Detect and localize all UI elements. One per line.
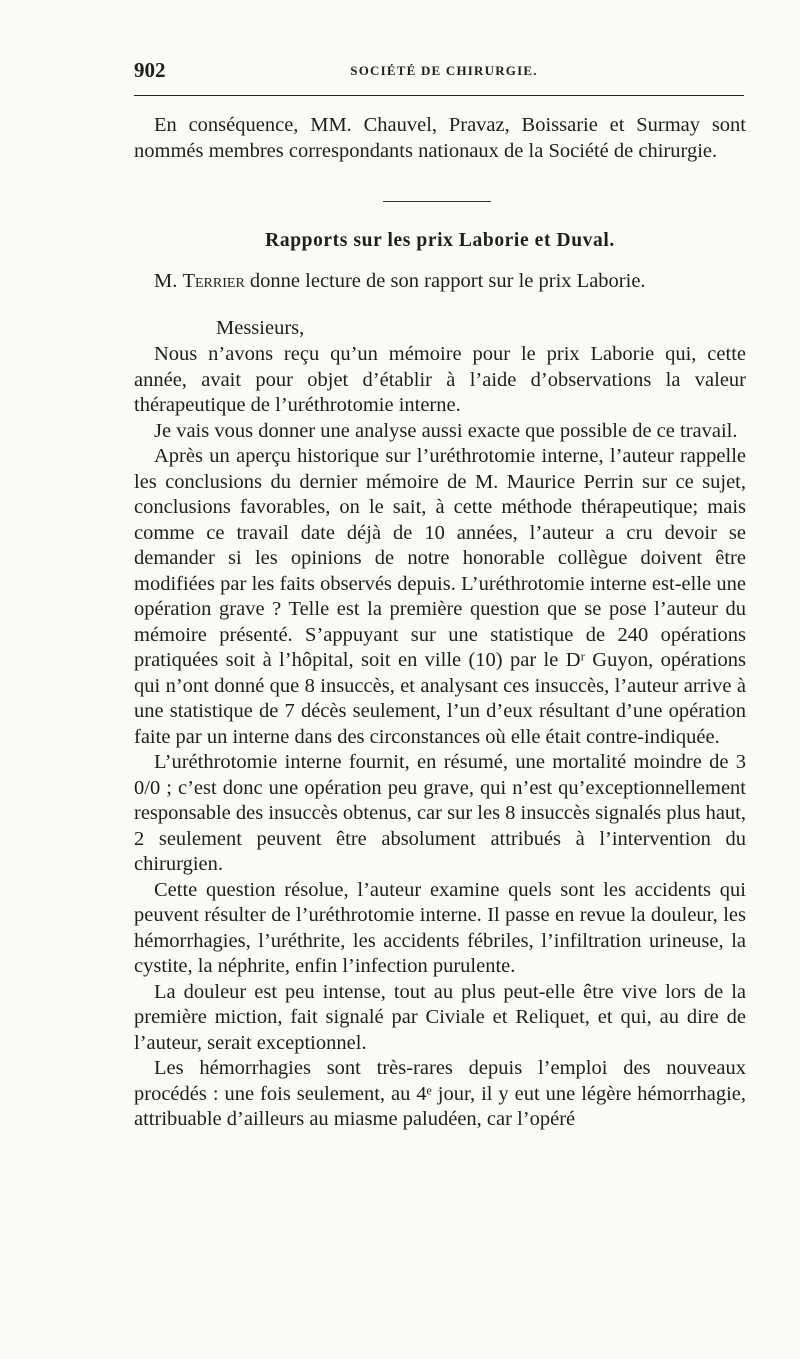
section-title: Rapports sur les prix Laborie et Duval.	[265, 230, 615, 251]
body-paragraph: La douleur est peu intense, tout au plus peut-elle être vive lors de la première miction, fait signalé par Civiale et Reliquet, et qui, au dire de l’auteur, serait exceptionnel.	[134, 980, 746, 1054]
byline-prefix: M.	[154, 270, 178, 292]
body-paragraph: Les hémorrhagies sont très-rares depuis l’emploi des nouveaux procédés : une fois seulement, au 4ᵉ jour, il y eut une légère hémorrhagie, attribuable d’ailleurs au miasme paludéen, car l’opéré	[134, 1057, 746, 1130]
byline	[134, 269, 746, 295]
report-body	[134, 342, 746, 1133]
body-paragraph: L’uréthrotomie interne fournit, en résumé, une mortalité moindre de 3 0/0 ; c’est donc une opération peu grave, qui n’est qu’exceptionnellement responsable des insuccès obtenus, car sur les 8 insuccès signalés plus haut, 2 seulement peuvent être absolument attribués à l’intervention du chirurgien.	[134, 751, 747, 875]
intro-paragraph: En conséquence, MM. Chauvel, Pravaz, Boissarie et Surmay sont nommés membres correspondants nationaux de la Société de chirurgie.	[134, 114, 746, 162]
intro-block	[134, 113, 746, 164]
running-head	[134, 58, 744, 88]
salutation: Messieurs,	[216, 317, 305, 339]
body-paragraph: Après un aperçu historique sur l’uréthrotomie interne, l’auteur rappelle les conclusions du dernier mémoire de M. Maurice Perrin sur ce sujet, conclusions favorables, on le sait, à cette méthode thérapeutique; mais comme ce travail date déjà de 10 années, l’auteur a cru devoir se demander si les opinions de notre honorable collègue doivent être modifiées par les faits observés depuis. L’uréthrotomie interne est-elle une opération grave ? Telle est la première question que se pose l’auteur du mémoire présenté. S’appuyant sur une statistique de 240 opérations pratiquées soit à l’hôpital, soit en ville (10) par le Dʳ Guyon, opérations qui n’ont donné que 8 insuccès, et analysant ces insuccès, l’auteur arrive à une statistique de 7 décès seulement, l’un d’eux résultant d’une opération faite par un interne dans des circonstances où elle était contre-indiquée.	[134, 445, 746, 748]
page-number: 902	[134, 58, 166, 82]
body-paragraph: Nous n’avons reçu qu’un mémoire pour le prix Laborie qui, cette année, avait pour objet d’établir à l’aide d’observations la valeur thérapeutique de l’uréthrotomie interne.	[134, 343, 746, 416]
body-paragraph: Cette question résolue, l’auteur examine quels sont les accidents qui peuvent résulter de l’uréthrotomie interne. Il passe en revue la douleur, les hémorrhagies, l’uréthrite, les accidents fébriles, l’infiltration urineuse, la cystite, la néphrite, enfin l’infection purulente.	[134, 878, 746, 977]
byline-text: donne lecture de son rapport sur le prix Laborie.	[249, 270, 646, 292]
section-divider	[383, 201, 491, 202]
byline-author: Terrier	[182, 270, 245, 292]
header-rule	[134, 95, 744, 96]
journal-title: SOCIÉTÉ DE CHIRURGIE.	[350, 63, 538, 78]
body-paragraph: Je vais vous donner une analyse aussi exacte que possible de ce travail.	[154, 419, 738, 442]
